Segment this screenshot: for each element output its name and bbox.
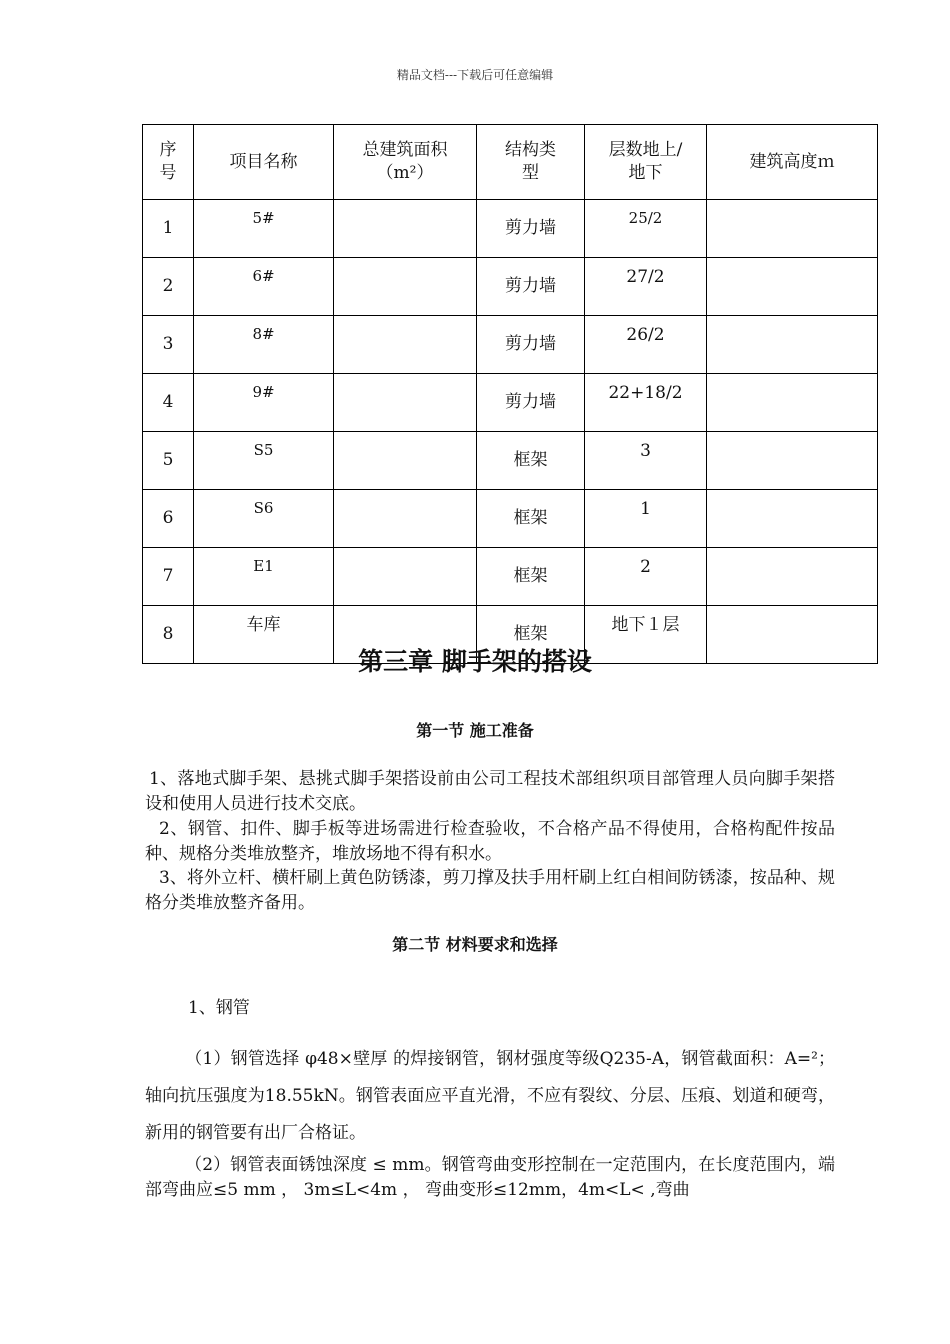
cell-height xyxy=(707,374,878,432)
page-header-note: 精品文档---下载后可任意编辑 xyxy=(396,68,554,82)
cell-area xyxy=(334,200,477,258)
cell-no: 2 xyxy=(143,258,194,316)
cell-name: S5 xyxy=(194,432,334,490)
cell-structure: 剪力墙 xyxy=(477,258,585,316)
cell-no: 1 xyxy=(143,200,194,258)
cell-floors: 2 xyxy=(585,548,707,606)
table-header-row xyxy=(143,125,878,200)
table-row xyxy=(143,316,878,374)
cell-floors: 3 xyxy=(585,432,707,490)
cell-no: 5 xyxy=(143,432,194,490)
cell-no: 6 xyxy=(143,490,194,548)
cell-name: 9# xyxy=(194,374,334,432)
col-header-name: 项目名称 xyxy=(194,125,334,200)
cell-area xyxy=(334,548,477,606)
cell-name: 8# xyxy=(194,316,334,374)
cell-area xyxy=(334,490,477,548)
cell-floors: 1 xyxy=(585,490,707,548)
section-title-preparation: 第一节 施工准备 xyxy=(416,721,534,740)
cell-no: 4 xyxy=(143,374,194,432)
cell-structure: 框架 xyxy=(477,606,585,664)
subheading-steel-pipe: 1、钢管 xyxy=(188,998,250,1018)
table-row xyxy=(143,258,878,316)
cell-height xyxy=(707,548,878,606)
cell-structure: 剪力墙 xyxy=(477,374,585,432)
cell-structure: 剪力墙 xyxy=(477,200,585,258)
cell-no: 8 xyxy=(143,606,194,664)
cell-no: 7 xyxy=(143,548,194,606)
cell-height xyxy=(707,490,878,548)
col-header-height: 建筑高度ｍ xyxy=(707,125,878,200)
cell-height xyxy=(707,316,878,374)
steel-pipe-para-2: （2）钢管表面锈蚀深度 ≤ mm。钢管弯曲变形控制在一定范围内，在长度范围内，端部弯曲应≤5 mm ， 3m≤L<4m ， 弯曲变形≤12mm，4m<L< ,弯曲 xyxy=(145,1155,835,1200)
chapter-title: 第三章 脚手架的搭设 xyxy=(358,647,592,676)
cell-height xyxy=(707,200,878,258)
table-row xyxy=(143,432,878,490)
cell-floors: 25/2 xyxy=(585,200,707,258)
cell-floors: 22+18/2 xyxy=(585,374,707,432)
cell-floors: 27/2 xyxy=(585,258,707,316)
cell-area xyxy=(334,258,477,316)
cell-name: E1 xyxy=(194,548,334,606)
cell-name: 5# xyxy=(194,200,334,258)
cell-structure: 框架 xyxy=(477,490,585,548)
cell-structure: 框架 xyxy=(477,432,585,490)
table-row xyxy=(143,548,878,606)
cell-no: 3 xyxy=(143,316,194,374)
section-title-materials: 第二节 材料要求和选择 xyxy=(392,935,558,954)
cell-height xyxy=(707,258,878,316)
cell-floors: 地下１层 xyxy=(585,606,707,664)
prep-item-3: 3、将外立杆、横杆刷上黄色防锈漆，剪刀撑及扶手用杆刷上红白相间防锈漆，按品种、规格分类堆放整齐备用。 xyxy=(145,868,835,913)
project-table xyxy=(142,124,878,664)
cell-area xyxy=(334,374,477,432)
col-header-structure: 结构类 型 xyxy=(477,125,585,200)
table-row xyxy=(143,490,878,548)
prep-item-2: 2、钢管、扣件、脚手板等进场需进行检查验收，不合格产品不得使用，合格构配件按品种、规格分类堆放整齐，堆放场地不得有积水。 xyxy=(145,819,835,864)
cell-floors: 26/2 xyxy=(585,316,707,374)
cell-area xyxy=(334,432,477,490)
col-header-no: 序 号 xyxy=(143,125,194,200)
cell-name: 6# xyxy=(194,258,334,316)
cell-name: S6 xyxy=(194,490,334,548)
prep-item-1: 1、落地式脚手架、悬挑式脚手架搭设前由公司工程技术部组织项目部管理人员向脚手架搭设和使用人员进行技术交底。 xyxy=(145,769,835,814)
col-header-area: 总建筑面积 （m²） xyxy=(334,125,477,200)
cell-height xyxy=(707,432,878,490)
cell-area xyxy=(334,316,477,374)
table-row xyxy=(143,374,878,432)
cell-structure: 剪力墙 xyxy=(477,316,585,374)
cell-name: 车库 xyxy=(194,606,334,664)
table-row xyxy=(143,200,878,258)
col-header-floors: 层数地上/ 地下 xyxy=(585,125,707,200)
cell-structure: 框架 xyxy=(477,548,585,606)
steel-pipe-para-1: （1）钢管选择 φ48×壁厚 的焊接钢管，钢材强度等级Q235-A，钢管截面积：A=²；轴向抗压强度为18.55kN。钢管表面应平直光滑，不应有裂纹、分层、压痕、划道和硬弯，新用的钢管要有出厂合格证。 xyxy=(145,1049,835,1143)
